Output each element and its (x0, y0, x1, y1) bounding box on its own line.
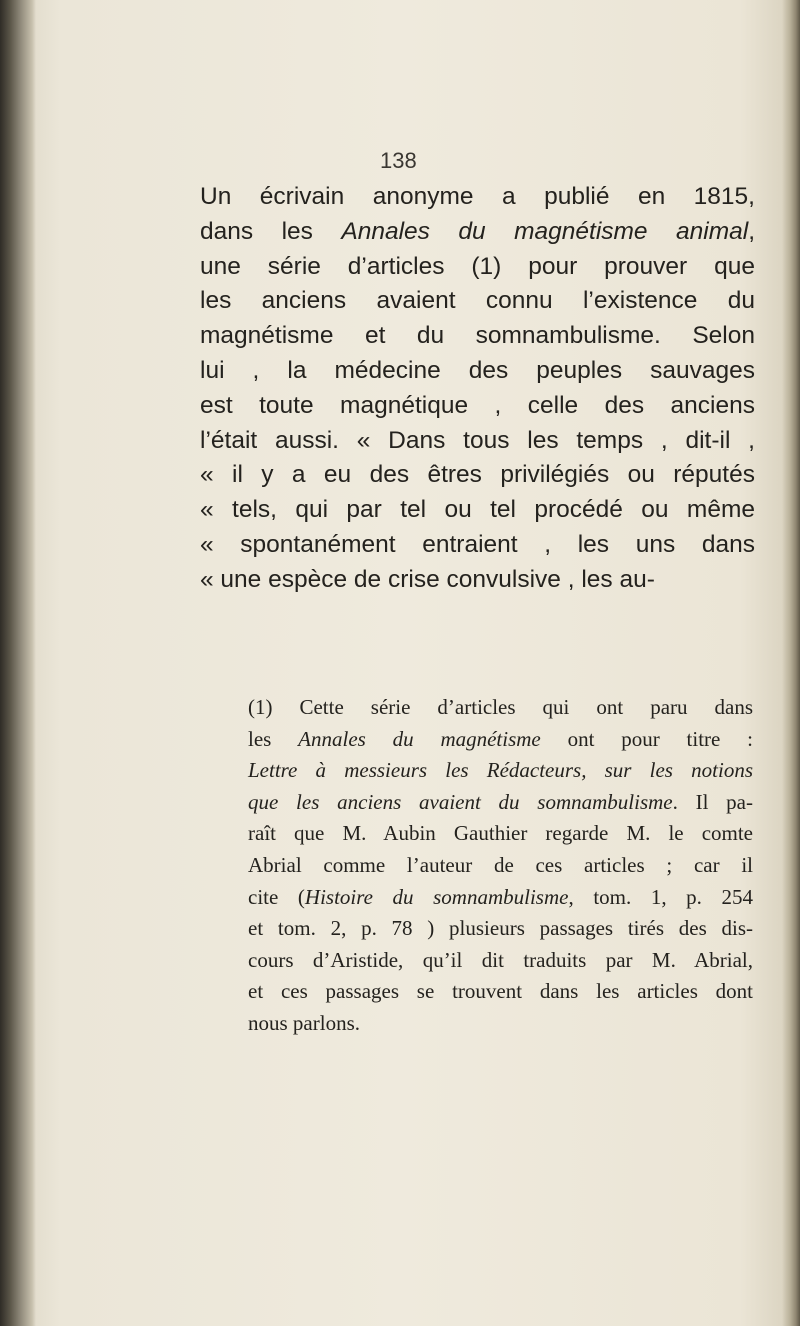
italic-text: Annales du magnétisme (298, 726, 541, 751)
footnote-line (248, 1008, 753, 1040)
footnote-line (248, 913, 753, 945)
text-line (200, 389, 755, 424)
page-number: 138 (380, 148, 417, 173)
page-edge-shadow-right (782, 0, 800, 1326)
text-run: « il y a eu des êtres privilégiés ou réputés (200, 461, 755, 489)
text-line (200, 354, 755, 389)
text-run: raît que M. Aubin Gauthier regarde M. le comte (248, 821, 753, 846)
text-run: lui , la médecine des peuples sauvages (200, 356, 755, 384)
text-run: est toute magnétique , celle des anciens (200, 391, 755, 419)
footnote-line (248, 945, 753, 977)
text-run: , tom. 1, p. 254 (568, 884, 754, 909)
footnote-line (248, 850, 753, 882)
text-run: nous parlons. (248, 1010, 360, 1035)
text-line (200, 250, 755, 285)
text-run: . Il pa- (672, 789, 753, 814)
text-run: les (248, 726, 299, 751)
footnote-line (248, 787, 753, 819)
text-line (200, 493, 755, 528)
text-run: l’était aussi. « Dans tous les temps , dit-il , (200, 426, 755, 454)
text-run: magnétisme et du somnambulisme. Selon (200, 322, 755, 350)
footnote-line (248, 818, 753, 850)
footnote-line (248, 692, 753, 724)
text-line (200, 528, 755, 563)
italic-text: Histoire du somnambulisme (304, 884, 569, 909)
text-run: « tels, qui par tel ou tel procédé ou même (200, 496, 755, 524)
text-run: ont pour titre : (540, 726, 754, 751)
text-run: Abrial comme l’auteur de ces articles ; car il (248, 852, 753, 877)
page-binding-shadow-left (0, 0, 36, 1326)
italic-text: Lettre à messieurs les Rédacteurs, sur les notions (248, 758, 753, 783)
text-run: et tom. 2, p. 78 ) plusieurs passages tirés des dis- (248, 916, 753, 941)
text-line (200, 284, 755, 319)
text-line (200, 180, 755, 215)
text-run: une série d’articles (1) pour prouver que (200, 252, 755, 280)
text-line (200, 215, 755, 250)
text-run: Un écrivain anonyme a publié en 1815, (200, 183, 755, 210)
text-line (200, 563, 755, 598)
footnote-line (248, 882, 753, 914)
text-line (200, 424, 755, 459)
italic-text: que les anciens avaient du somnambulisme (248, 789, 673, 814)
text-run: les anciens avaient connu l’existence du (200, 287, 755, 315)
text-run: « spontanément entraient , les uns dans (200, 530, 755, 558)
text-run: (1) Cette série d’articles qui ont paru dans (248, 695, 753, 719)
footnote-block (248, 692, 753, 1040)
text-run: , (748, 217, 756, 245)
text-line (200, 319, 755, 354)
text-run: « une espèce de crise convulsive , les au- (200, 565, 655, 593)
main-text-block (200, 180, 755, 598)
text-run: cours d’Aristide, qu’il dit traduits par M. Abrial, (248, 947, 753, 972)
footnote-line (248, 976, 753, 1008)
text-run: cite ( (248, 884, 305, 909)
footnote-line (248, 724, 753, 756)
text-run: et ces passages se trouvent dans les articles dont (248, 979, 753, 1004)
text-run: dans les (200, 217, 342, 245)
footnote-line (248, 755, 753, 787)
text-line (200, 458, 755, 493)
italic-text: Annales du magnétisme animal (341, 217, 749, 245)
